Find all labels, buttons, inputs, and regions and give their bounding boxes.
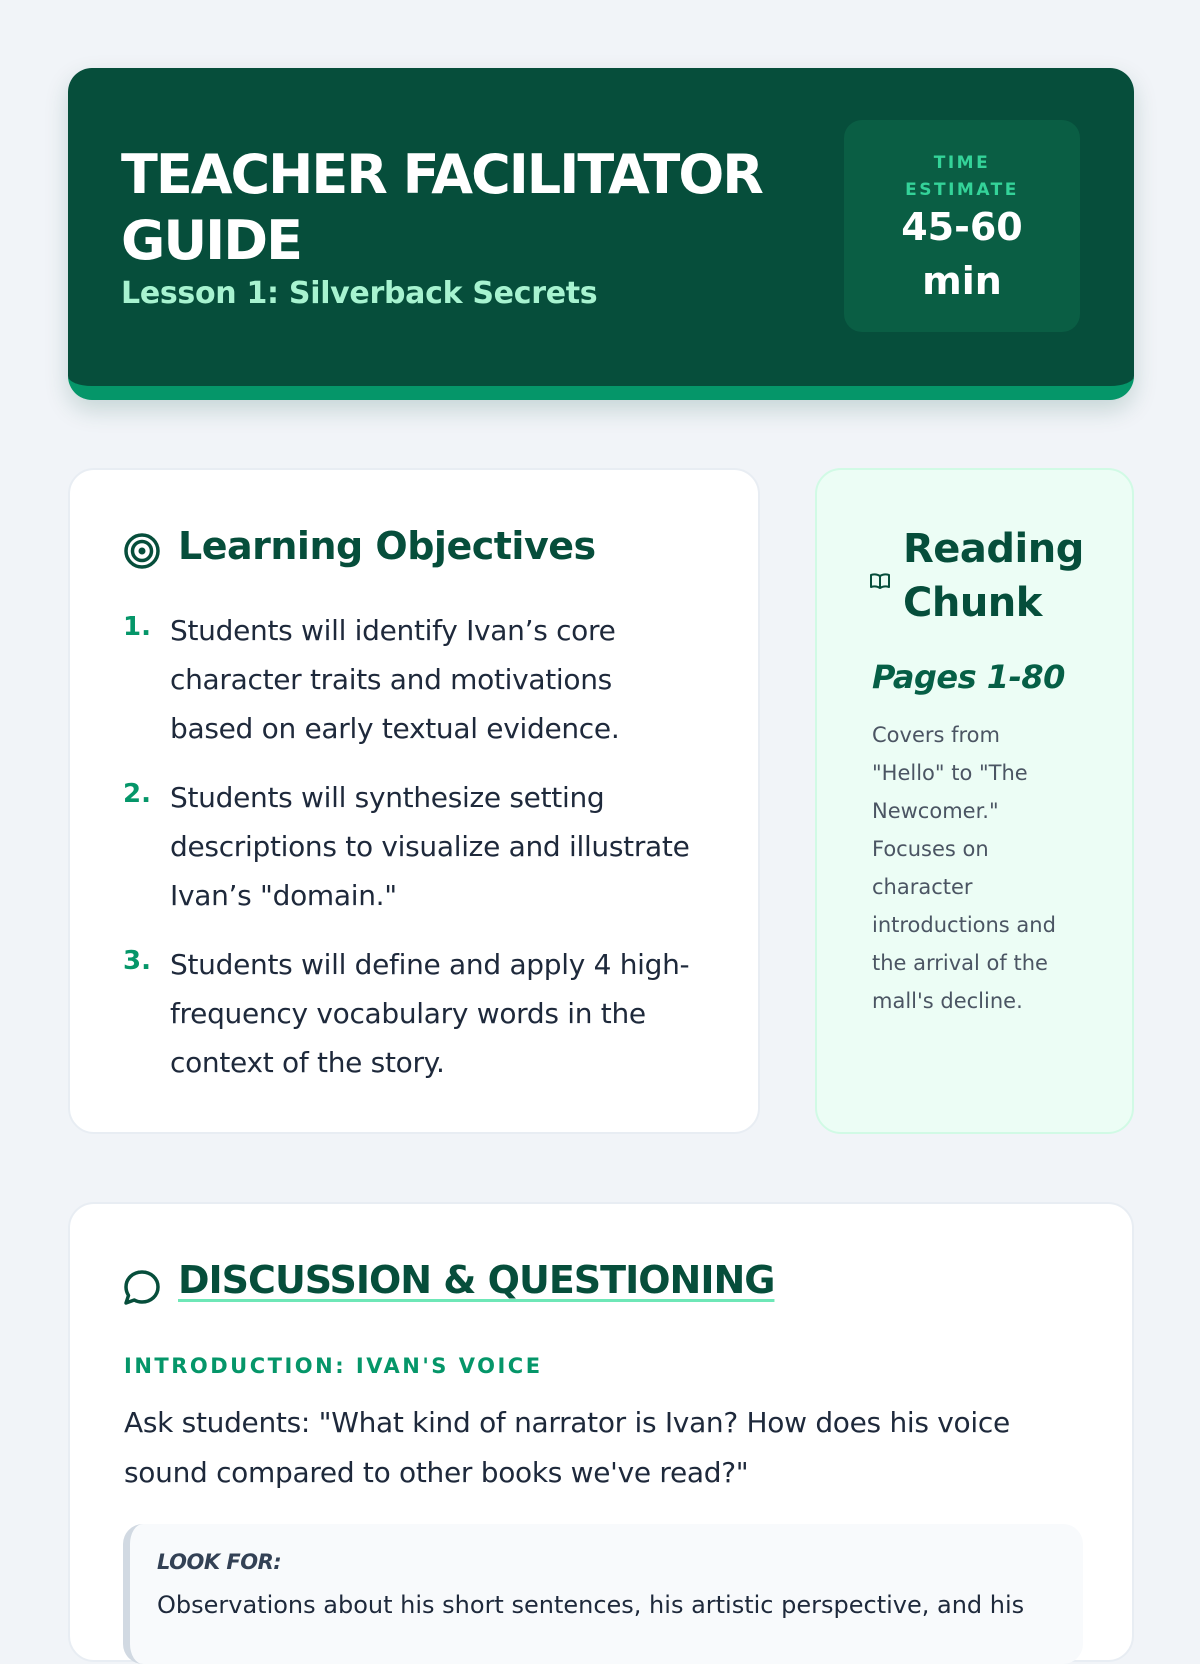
objective-number: 2. [123, 779, 151, 809]
objective-number: 1. [123, 612, 151, 642]
objective-text: Students will define and apply 4 high-frequency vocabulary words in the context of the story. [170, 948, 690, 1079]
objective-item [123, 940, 703, 1087]
objective-item [123, 606, 703, 753]
objectives-title: Learning Objectives [178, 524, 596, 568]
discussion-card [68, 1202, 1134, 1662]
time-estimate-label: TIME ESTIMATE [905, 153, 1019, 200]
section-label: INTRODUCTION: IVAN'S VOICE [124, 1354, 543, 1378]
guide-header [68, 68, 1134, 400]
reading-chunk-card [815, 468, 1134, 1134]
objective-text: Students will synthesize setting descriptions to visualize and illustrate Ivan’s "domain." [170, 781, 690, 912]
reading-chunk-title: Reading Chunk [903, 526, 1084, 626]
objective-text: Students will identify Ivan’s core character traits and motivations based on early textual evidence. [170, 614, 620, 745]
page-title: TEACHER FACILITATOR GUIDE [121, 143, 762, 272]
look-for-callout [123, 1524, 1083, 1664]
lesson-subtitle: Lesson 1: Silverback Secrets [121, 276, 598, 311]
discussion-title: DISCUSSION & QUESTIONING [178, 1258, 775, 1302]
time-estimate-value: 45-60 min [901, 205, 1023, 303]
target-icon [123, 532, 161, 570]
chat-bubble-icon [122, 1268, 162, 1308]
objectives-list [123, 606, 703, 1107]
reading-pages: Pages 1-80 [872, 658, 1065, 696]
objective-number: 3. [123, 946, 151, 976]
reading-description: Covers from "Hello" to "The Newcomer." Focuses on character introductions and the arrival of the mall's decline. [872, 723, 1056, 1013]
look-for-text: Observations about his short sentences, his artistic perspective, and his [157, 1591, 1025, 1619]
learning-objectives-card [68, 468, 760, 1134]
discussion-prompt: Ask students: "What kind of narrator is Ivan? How does his voice sound compared to other books we've read?" [124, 1406, 1010, 1489]
objective-item [123, 773, 703, 920]
time-estimate-badge [844, 120, 1080, 332]
book-icon [869, 572, 891, 590]
look-for-label: LOOK FOR: [157, 1550, 282, 1574]
